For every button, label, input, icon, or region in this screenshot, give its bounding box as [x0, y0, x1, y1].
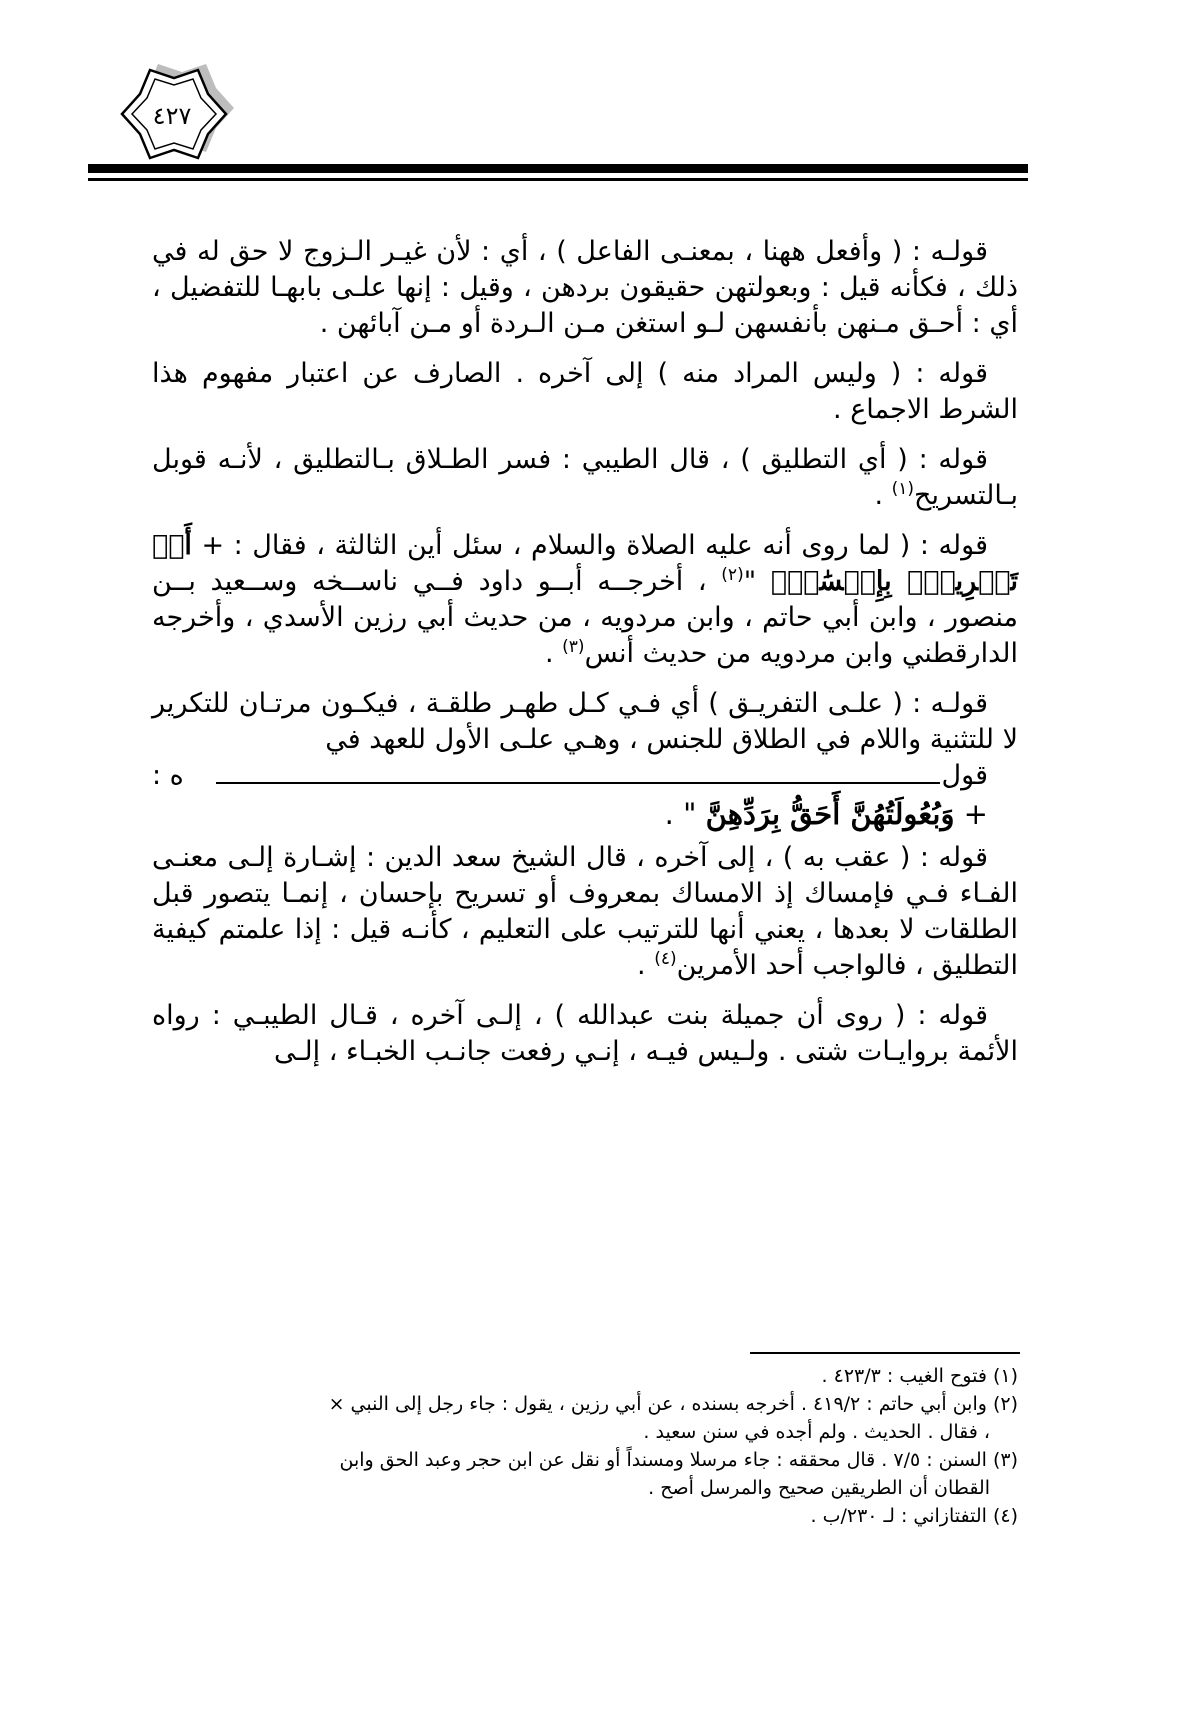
text-line: قوله : ( أي التطليق ) ، قال الطيبي : فسر الطـلاق بـالتطليق ، لأنـه: [217, 444, 988, 475]
kashida-line: [152, 758, 1018, 794]
text-line: : إذا علمتم كيفية التطليق ، فالواجب أحد الأمرين: [152, 914, 1018, 981]
quran-marker: +: [954, 797, 988, 831]
text-line: قوبل بـالتسريح: [152, 444, 1018, 511]
text-line: حق له في ذلك ، فكأنه قيل : وبعولتهن حقيقون بردهن ، وقيل : إنها علـى: [152, 236, 1019, 303]
text-line: للتكرير لا للتثنية واللام في الطلاق للجنس ، وهـي علـى الأول للعهد في: [152, 688, 1018, 755]
page-number: ٤٢٧: [152, 102, 192, 130]
footnote-2: (٢) وابن أبي حاتم : ٤١٩/٢ . أخرجه بسنده ، عن أبي رزين ، يقول : جاء رجل إلى النبي ×: [328, 1393, 1018, 1415]
text-line: قوله : ( لما روى أنه عليه الصلاة والسلام ، سئل أين الثالثة ، فقال: [252, 530, 989, 561]
paragraph-1: [152, 234, 1018, 342]
footnote-4: (٤) التفتازاني : لـ ٢٣٠/ب .: [810, 1505, 1018, 1527]
footnote-1: (١) فتوح الغيب : ٤٢٣/٣ .: [821, 1365, 1018, 1387]
verse-line: [152, 796, 1018, 832]
text-line: منصور ، وابن أبي حاتم ، وابن مردويه ، من حديث أبي رزين الأسدي ،: [244, 602, 1018, 633]
quote-close: " .: [664, 797, 706, 831]
text-line: وأخرجه الدارقطني وابن مردويه من حديث أنس: [152, 602, 1018, 669]
footnote-2-continuation: ، فقال . الحديث . ولم أجده في سنن سعيد .: [643, 1421, 990, 1443]
quote-close: ": [743, 566, 771, 597]
main-text: [152, 234, 1018, 1084]
text-line: قوله : ( روى أن جميلة بنت عبدالله ) ، إلـى آخره ، قـال الطيبـي :: [211, 1000, 988, 1031]
text-line: ، أخرجــه أبــو داود فــي ناســخه وســعيد بــن: [152, 566, 722, 597]
text-line: قولـه : ( علـى التفريـق ) أي فـي كـل طهـر طلقـة ، فيكـون مرتـان: [238, 688, 988, 719]
text-line: معنـى الفـاء فـي فإمساك إذ الامساك بمعروف أو تسريح بإحسان ، إنمـا: [152, 842, 1018, 909]
header-rule-thick: [88, 164, 1028, 173]
text-line: رواه الأئمة بروايـات شتى . ولـيس فيـه ، إنـي رفعت جانـب الخبـاء ، إلـى: [152, 1000, 1018, 1067]
text-line: قوله : ( عقب به ) ، إلى آخره ، قال الشيخ سعد الدين : إشـارة إلـى: [227, 842, 988, 873]
quran-quote: أَوۡ تَسۡرِيحُۢ بِإِحۡسَٰنٖۗ: [152, 530, 1018, 597]
paragraph-7: [152, 998, 1018, 1070]
footnotes: [152, 1362, 1018, 1530]
text-line-end: .: [637, 950, 655, 981]
text-line: قوله : ( وليس المراد منه ) إلى آخره . الصارف عن اعتبار مفهوم: [201, 358, 988, 389]
kashida-end: ه :: [152, 760, 184, 791]
paragraph-5: [152, 686, 1018, 832]
footnote-ref-1: (١): [891, 479, 915, 499]
text-line-end: .: [874, 480, 892, 511]
header-rule-thin: [88, 178, 1028, 181]
text-line: هذا الشرط الاجماع .: [152, 358, 1018, 425]
text-line: آبائهن .: [319, 308, 401, 339]
text-line-end: .: [544, 638, 563, 669]
quran-marker: : +: [191, 530, 243, 561]
footnote-ref-2: (٢): [721, 565, 744, 585]
footnote-ref-3: (٣): [562, 637, 585, 657]
footnote-3-continuation: القطان أن الطريقين صحيح والمرسل أصح .: [648, 1477, 990, 1499]
text-line: بابهـا للتفضيل ، أي : أحـق مـنهن بأنفسهن لـو استغن مـن الـردة أو مـن: [152, 272, 1018, 339]
paragraph-6: [152, 840, 1018, 984]
kashida-fill: [216, 782, 940, 784]
paragraph-3: [152, 442, 1018, 514]
text-line: يتصور قبل الطلقات لا بعدها ، يعني أنها للترتيب على التعليم ، كأنـه قيل: [152, 878, 1018, 945]
footnote-3: (٣) السنن : ٧/٥ . قال محققه : جاء مرسلا ومسنداً أو نقل عن ابن حجر وعبد الحق وابن: [339, 1449, 1018, 1471]
kashida-start: قول: [941, 760, 988, 791]
quran-quote: وَبُعُولَتُهُنَّ أَحَقُّ بِرَدِّهِنَّ: [705, 797, 955, 831]
text-line: قولـه : ( وأفعل ههنا ، بمعنـى الفاعل ) ، أي : لأن غيـر الـزوج لا: [278, 236, 988, 267]
page-number-badge: [112, 54, 240, 170]
paragraph-4: [152, 528, 1018, 672]
paragraph-2: [152, 356, 1018, 428]
footnote-ref-4: (٤): [654, 949, 677, 969]
footnote-separator: [750, 1352, 1020, 1354]
